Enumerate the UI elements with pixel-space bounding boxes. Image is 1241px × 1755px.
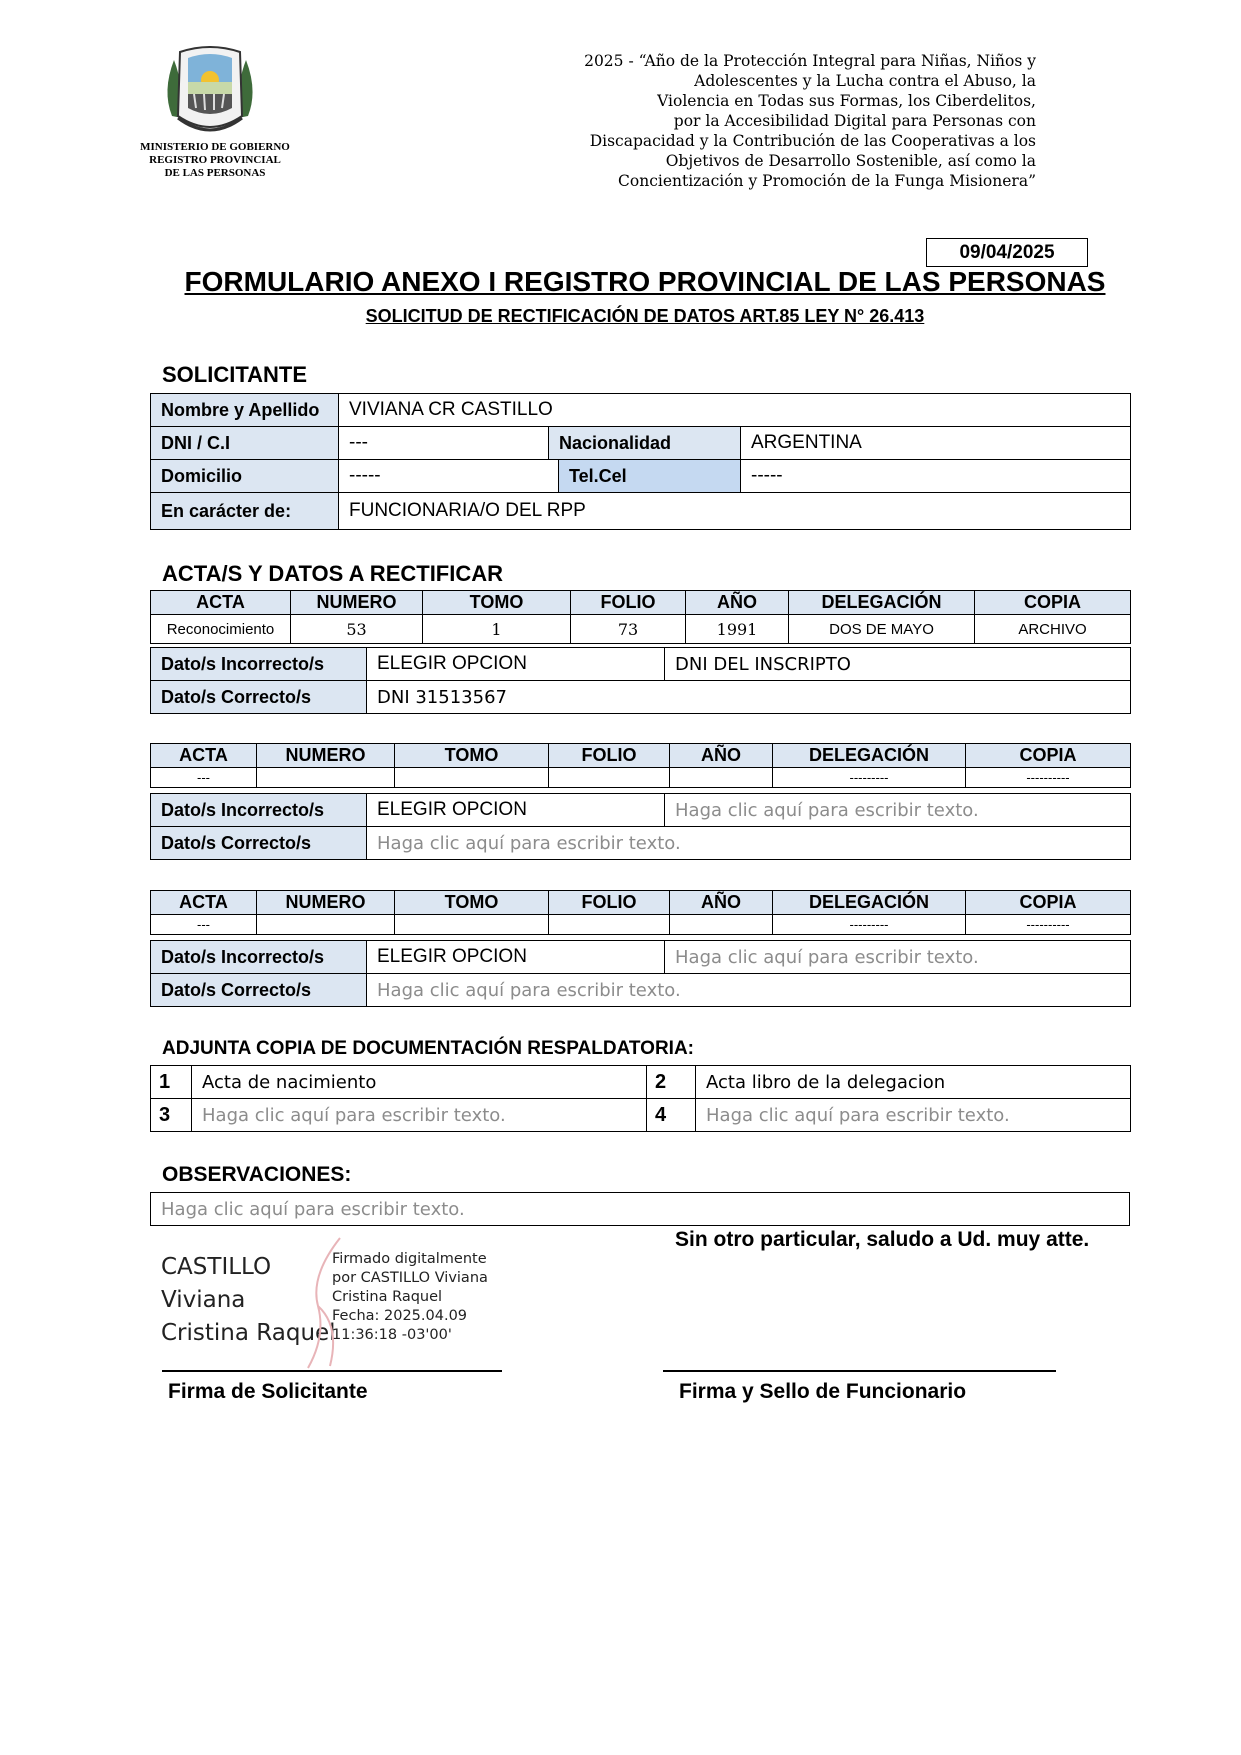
col-anio: AÑO (670, 744, 773, 768)
caracter-field[interactable]: FUNCIONARIA/O DEL RPP (339, 493, 1131, 530)
col-tomo: TOMO (395, 744, 549, 768)
attachment-field[interactable]: Haga clic aquí para escribir texto. (696, 1099, 1131, 1132)
nombre-label: Nombre y Apellido (151, 394, 339, 427)
col-copia: COPIA (966, 744, 1131, 768)
attachment-number: 3 (151, 1099, 192, 1132)
signature-line-funcionario (663, 1370, 1056, 1372)
col-numero: NUMERO (257, 891, 395, 915)
delegacion-field[interactable]: --------- (773, 915, 966, 935)
province-seal-logo (160, 46, 260, 138)
attachment-number: 1 (151, 1066, 192, 1099)
anio-field[interactable]: 1991 (686, 615, 789, 644)
motto-line: Violencia en Todas sus Formas, los Ciberdelitos, (657, 92, 1036, 110)
logo-caption-line: MINISTERIO DE GOBIERNO (140, 141, 290, 153)
incorrect-value-field[interactable]: Haga clic aquí para escribir texto. (665, 941, 1131, 974)
closing-text: Sin otro particular, saludo a Ud. muy atte. (675, 1228, 1090, 1251)
incorrect-label: Dato/s Incorrecto/s (151, 794, 367, 827)
tomo-field[interactable]: 1 (423, 615, 571, 644)
domicilio-label: Domicilio (151, 460, 339, 493)
date-field[interactable]: 09/04/2025 (926, 238, 1088, 267)
caracter-label: En carácter de: (151, 493, 339, 530)
motto-line: por la Accesibilidad Digital para Personas con (673, 112, 1036, 130)
signature-meta-line: por CASTILLO Viviana (332, 1270, 488, 1286)
col-copia: COPIA (975, 591, 1131, 615)
delegacion-field[interactable]: DOS DE MAYO (789, 615, 975, 644)
signature-line-solicitante (162, 1370, 502, 1372)
signature-meta-line: Firmado digitalmente (332, 1251, 487, 1267)
nacionalidad-label: Nacionalidad (549, 427, 741, 460)
copia-field[interactable]: ---------- (966, 915, 1131, 935)
acta-block-3-data (150, 940, 1131, 1007)
attachment-number: 2 (647, 1066, 696, 1099)
col-copia: COPIA (966, 891, 1131, 915)
incorrect-label: Dato/s Incorrecto/s (151, 648, 367, 681)
anio-field[interactable] (670, 768, 773, 788)
motto-line: Discapacidad y la Contribución de las Cooperativas a los (589, 132, 1036, 150)
observaciones-field[interactable]: Haga clic aquí para escribir texto. (151, 1193, 1130, 1226)
nacionalidad-field[interactable]: ARGENTINA (741, 427, 1131, 460)
domicilio-field[interactable]: ----- (339, 460, 559, 493)
acta-type-field[interactable]: --- (151, 915, 257, 935)
acta-block-3 (150, 890, 1131, 935)
nombre-field[interactable]: VIVIANA CR CASTILLO (339, 394, 1131, 427)
col-delegacion: DELEGACIÓN (789, 591, 975, 615)
signature-meta-line: Fecha: 2025.04.09 (332, 1308, 468, 1324)
telcel-field[interactable]: ----- (741, 460, 1131, 493)
signer-name-line: Cristina Raquel (161, 1320, 336, 1346)
motto-line: Objetivos de Desarrollo Sostenible, así como la (665, 152, 1036, 170)
correct-value-field[interactable]: Haga clic aquí para escribir texto. (367, 974, 1131, 1007)
logo-caption-line: REGISTRO PROVINCIAL (149, 154, 281, 166)
numero-field[interactable] (257, 768, 395, 788)
col-folio: FOLIO (549, 744, 670, 768)
digital-signature-meta (332, 1250, 488, 1345)
col-delegacion: DELEGACIÓN (773, 744, 966, 768)
acta-type-field[interactable]: --- (151, 768, 257, 788)
incorrect-option-dropdown[interactable]: ELEGIR OPCION (367, 648, 665, 681)
observaciones-heading: OBSERVACIONES: (162, 1163, 352, 1186)
acta-block-1 (150, 590, 1131, 644)
tomo-field[interactable] (395, 915, 549, 935)
logo-caption-line: DE LAS PERSONAS (164, 167, 266, 179)
col-numero: NUMERO (257, 744, 395, 768)
col-numero: NUMERO (291, 591, 423, 615)
motto-line: 2025 - “Año de la Protección Integral para Niñas, Niños y (584, 52, 1036, 70)
anio-field[interactable] (670, 915, 773, 935)
firma-solicitante-label: Firma de Solicitante (168, 1380, 368, 1403)
solicitante-heading: SOLICITANTE (162, 362, 308, 387)
incorrect-option-dropdown[interactable]: ELEGIR OPCION (367, 941, 665, 974)
telcel-label: Tel.Cel (559, 460, 741, 493)
signer-name-line: CASTILLO (161, 1254, 272, 1280)
dni-field[interactable]: --- (339, 427, 549, 460)
folio-field[interactable] (549, 915, 670, 935)
tomo-field[interactable] (395, 768, 549, 788)
solicitante-table (150, 393, 1131, 530)
copia-field[interactable]: ---------- (966, 768, 1131, 788)
firma-funcionario-label: Firma y Sello de Funcionario (679, 1380, 967, 1403)
signature-meta-line: Cristina Raquel (332, 1289, 443, 1305)
acta-block-2 (150, 743, 1131, 788)
col-acta: ACTA (151, 891, 257, 915)
acta-block-2-data (150, 793, 1131, 860)
col-acta: ACTA (151, 591, 291, 615)
observaciones-table (150, 1192, 1130, 1226)
col-delegacion: DELEGACIÓN (773, 891, 966, 915)
adjunta-heading: ADJUNTA COPIA DE DOCUMENTACIÓN RESPALDATORIA: (162, 1038, 694, 1059)
form-title: FORMULARIO ANEXO I REGISTRO PROVINCIAL DE LAS PERSONAS (184, 266, 1106, 297)
copia-field[interactable]: ARCHIVO (975, 615, 1131, 644)
numero-field[interactable] (257, 915, 395, 935)
actas-heading: ACTA/S Y DATOS A RECTIFICAR (162, 561, 504, 586)
attachment-number: 4 (647, 1099, 696, 1132)
adjunta-table (150, 1065, 1131, 1132)
col-anio: AÑO (670, 891, 773, 915)
correct-value-field[interactable]: DNI 31513567 (367, 681, 1131, 714)
col-acta: ACTA (151, 744, 257, 768)
signature-meta-line: 11:36:18 -03'00' (332, 1327, 452, 1343)
attachment-field[interactable]: Acta de nacimiento (192, 1066, 647, 1099)
delegacion-field[interactable]: --------- (773, 768, 966, 788)
col-anio: AÑO (686, 591, 789, 615)
form-subtitle: SOLICITUD DE RECTIFICACIÓN DE DATOS ART.85 LEY N° 26.413 (365, 306, 925, 326)
acta-type-field[interactable]: Reconocimiento (151, 615, 291, 644)
attachment-field[interactable]: Haga clic aquí para escribir texto. (192, 1099, 647, 1132)
year-motto (316, 51, 1036, 191)
dni-label: DNI / C.I (151, 427, 339, 460)
correct-value-field[interactable]: Haga clic aquí para escribir texto. (367, 827, 1131, 860)
acta-block-1-data (150, 647, 1131, 714)
signer-name-line: Viviana (161, 1287, 246, 1313)
col-folio: FOLIO (571, 591, 686, 615)
motto-line: Adolescentes y la Lucha contra el Abuso, la (694, 72, 1036, 90)
numero-field[interactable]: 53 (291, 615, 423, 644)
col-tomo: TOMO (395, 891, 549, 915)
incorrect-value-field[interactable]: Haga clic aquí para escribir texto. (665, 794, 1131, 827)
col-tomo: TOMO (423, 591, 571, 615)
incorrect-option-dropdown[interactable]: ELEGIR OPCION (367, 794, 665, 827)
motto-line: Concientización y Promoción de la Funga Misionera” (618, 172, 1036, 190)
col-folio: FOLIO (549, 891, 670, 915)
folio-field[interactable]: 73 (571, 615, 686, 644)
attachment-field[interactable]: Acta libro de la delegacion (696, 1066, 1131, 1099)
correct-label: Dato/s Correcto/s (151, 974, 367, 1007)
logo-caption (130, 141, 300, 180)
folio-field[interactable] (549, 768, 670, 788)
incorrect-value-field[interactable]: DNI DEL INSCRIPTO (665, 648, 1131, 681)
correct-label: Dato/s Correcto/s (151, 681, 367, 714)
incorrect-label: Dato/s Incorrecto/s (151, 941, 367, 974)
correct-label: Dato/s Correcto/s (151, 827, 367, 860)
